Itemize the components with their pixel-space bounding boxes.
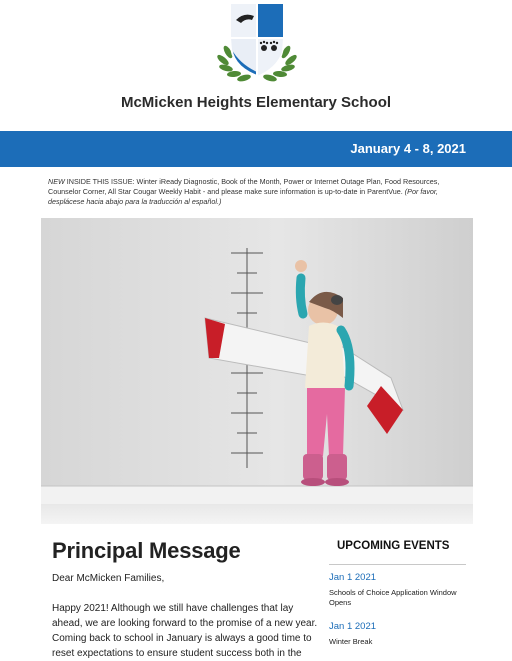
spanish-note-link[interactable]: (Por favor, desplácese hacia abajo para la traducción al español.) <box>48 187 438 206</box>
new-tag: NEW <box>48 177 65 186</box>
school-crest-logo <box>214 2 300 84</box>
event-date-link[interactable]: Jan 1 2021 <box>329 621 377 632</box>
event-name: Schools of Choice Application Window Opens <box>329 588 457 607</box>
event-name: Winter Break <box>329 637 373 646</box>
issue-date-range: January 4 - 8, 2021 <box>350 141 466 156</box>
upcoming-events-heading: UPCOMING EVENTS <box>337 540 450 552</box>
inside-this-issue <box>48 177 466 207</box>
date-banner <box>0 131 512 167</box>
inside-issue-text: INSIDE THIS ISSUE: Winter iReady Diagnostic, Book of the Month, Power or Internet Outage Plan, Food Resources, Counselor Corner, All Star Cougar Weekly Habit - and please make sure information is up-to-date in ParentVue. <box>48 177 440 196</box>
events-divider <box>329 564 466 565</box>
principal-message-heading: Principal Message <box>52 538 241 563</box>
hero-image <box>41 218 473 524</box>
school-name: McMicken Heights Elementary School <box>120 94 392 111</box>
event-date-link[interactable]: Jan 1 2021 <box>329 572 377 583</box>
principal-letter-body: Happy 2021! Although we still have challenges that lay ahead, we are looking forward to the promise of a new year. Coming back to school in January is always a good time to reset expectations to ensure student success both in the <box>52 603 318 659</box>
principal-salutation: Dear McMicken Families, <box>52 573 165 584</box>
